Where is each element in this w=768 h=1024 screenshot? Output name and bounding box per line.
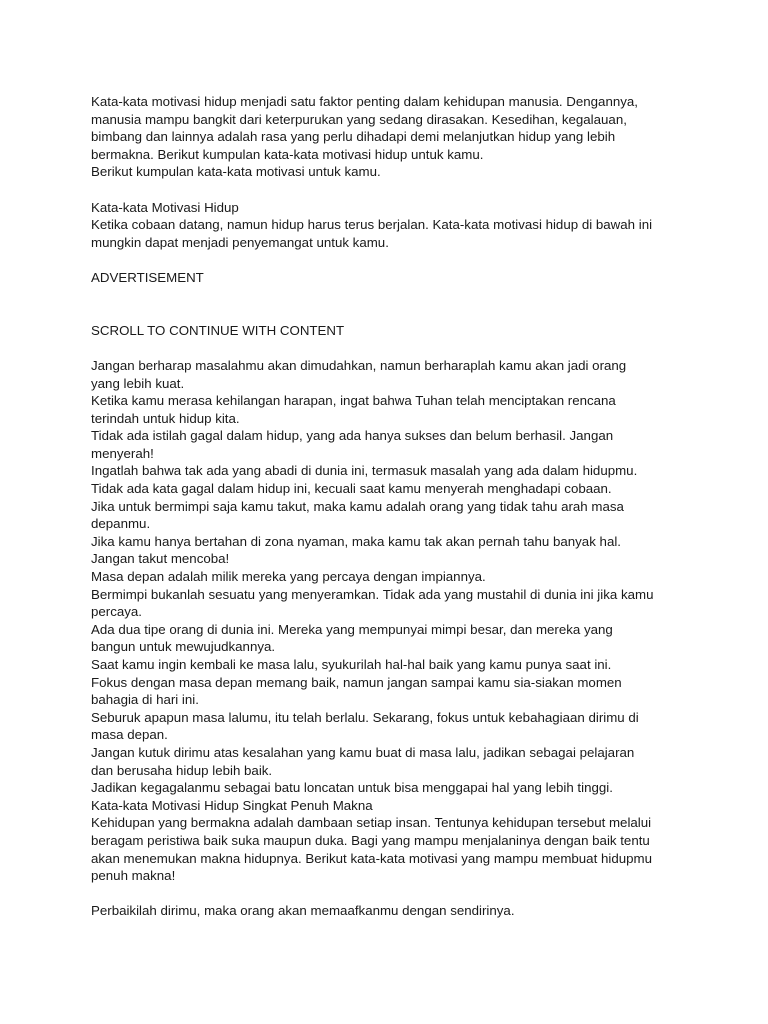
spacer xyxy=(91,287,691,322)
text-line: Jangan berharap masalahmu akan dimudahkan, namun berharaplah kamu akan jadi orang xyxy=(91,357,627,373)
spacer xyxy=(91,251,691,269)
text-line: percaya. xyxy=(91,604,142,620)
text-line: Bermimpi bukanlah sesuatu yang menyeramkan. Tidak ada yang mustahil di dunia ini jika kamu xyxy=(91,586,654,602)
text-line: Tidak ada istilah gagal dalam hidup, yang ada hanya sukses dan belum berhasil. Jangan xyxy=(91,428,614,444)
text-line: dan berusaha hidup lebih baik. xyxy=(91,762,273,778)
text-line: mungkin dapat menjadi penyemangat untuk kamu. xyxy=(91,234,389,250)
text-line: bermakna. Berikut kumpulan kata-kata motivasi hidup untuk kamu. xyxy=(91,146,484,162)
closing-quote: Perbaikilah dirimu, maka orang akan memaafkanmu dengan sendirinya. xyxy=(91,903,515,919)
spacer xyxy=(91,339,691,357)
quotes-list xyxy=(91,357,691,797)
text-line: yang lebih kuat. xyxy=(91,375,185,391)
text-line: Tidak ada kata gagal dalam hidup ini, kecuali saat kamu menyerah menghadapi cobaan. xyxy=(91,481,612,497)
text-line: beragam peristiwa baik suka maupun duka. Bagi yang mampu menjalaninya dengan baik tentu xyxy=(91,832,650,848)
text-line: Ketika kamu merasa kehilangan harapan, ingat bahwa Tuhan telah menciptakan rencana xyxy=(91,393,616,409)
text-line: Jangan kutuk dirimu atas kesalahan yang kamu buat di masa lalu, jadikan sebagai pelajaran xyxy=(91,744,635,760)
section-heading: Kata-kata Motivasi Hidup xyxy=(91,199,239,215)
text-line: Jika kamu hanya bertahan di zona nyaman, maka kamu tak akan pernah tahu banyak hal. xyxy=(91,533,621,549)
spacer xyxy=(91,885,691,903)
text-line: akan menemukan makna hidupnya. Berikut kata-kata motivasi yang mampu membuat hidupmu xyxy=(91,850,652,866)
text-line: penuh makna! xyxy=(91,868,176,884)
text-line: Jadikan kegagalanmu sebagai batu loncatan untuk bisa menggapai hal yang lebih tinggi. xyxy=(91,780,613,796)
text-line: Masa depan adalah milik mereka yang percaya dengan impiannya. xyxy=(91,569,486,585)
text-line: Jika untuk bermimpi saja kamu takut, maka kamu adalah orang yang tidak tahu arah masa xyxy=(91,498,624,514)
spacer xyxy=(91,181,691,199)
text-line: Ketika cobaan datang, namun hidup harus terus berjalan. Kata-kata motivasi hidup di bawah ini xyxy=(91,217,653,233)
advertisement-label: ADVERTISEMENT xyxy=(91,269,204,285)
text-line: depanmu. xyxy=(91,516,151,532)
scroll-to-continue-label: SCROLL TO CONTINUE WITH CONTENT xyxy=(91,322,345,338)
text-line: menyerah! xyxy=(91,445,154,461)
text-line: Ada dua tipe orang di dunia ini. Mereka yang mempunyai mimpi besar, dan mereka yang xyxy=(91,621,613,637)
text-line: terindah untuk hidup kita. xyxy=(91,410,240,426)
text-line: masa depan. xyxy=(91,727,168,743)
text-line: manusia mampu bangkit dari keterpurukan yang sedang dirasakan. Kesedihan, kegalauan, xyxy=(91,111,627,127)
text-line: bangun untuk mewujudkannya. xyxy=(91,639,276,655)
text-line: Saat kamu ingin kembali ke masa lalu, syukurilah hal-hal baik yang kamu punya saat ini. xyxy=(91,657,612,672)
text-line: bimbang dan lainnya adalah rasa yang perlu dihadapi demi melanjutkan hidup yang lebih xyxy=(91,129,616,145)
text-line: Jangan takut mencoba! xyxy=(91,551,230,567)
text-line: Seburuk apapun masa lalumu, itu telah berlalu. Sekarang, fokus untuk kebahagiaan dirimu di xyxy=(91,709,639,725)
text-line: Fokus dengan masa depan memang baik, namun jangan sampai kamu sia-siakan momen xyxy=(91,674,622,690)
section-motivasi-singkat xyxy=(91,797,691,885)
text-line: Ingatlah bahwa tak ada yang abadi di dunia ini, termasuk masalah yang ada dalam hidupmu. xyxy=(91,463,638,479)
text-line: Kehidupan yang bermakna adalah dambaan setiap insan. Tentunya kehidupan tersebut melalui xyxy=(91,815,652,831)
text-line: bahagia di hari ini. xyxy=(91,692,199,708)
section-motivasi-hidup xyxy=(91,199,691,252)
text-line: Kata-kata motivasi hidup menjadi satu faktor penting dalam kehidupan manusia. Dengannya, xyxy=(91,94,638,109)
text-line: Berikut kumpulan kata-kata motivasi untuk kamu. xyxy=(91,164,381,180)
section-heading: Kata-kata Motivasi Hidup Singkat Penuh Makna xyxy=(91,797,373,813)
document-body xyxy=(91,93,691,920)
intro-paragraph xyxy=(91,93,691,181)
